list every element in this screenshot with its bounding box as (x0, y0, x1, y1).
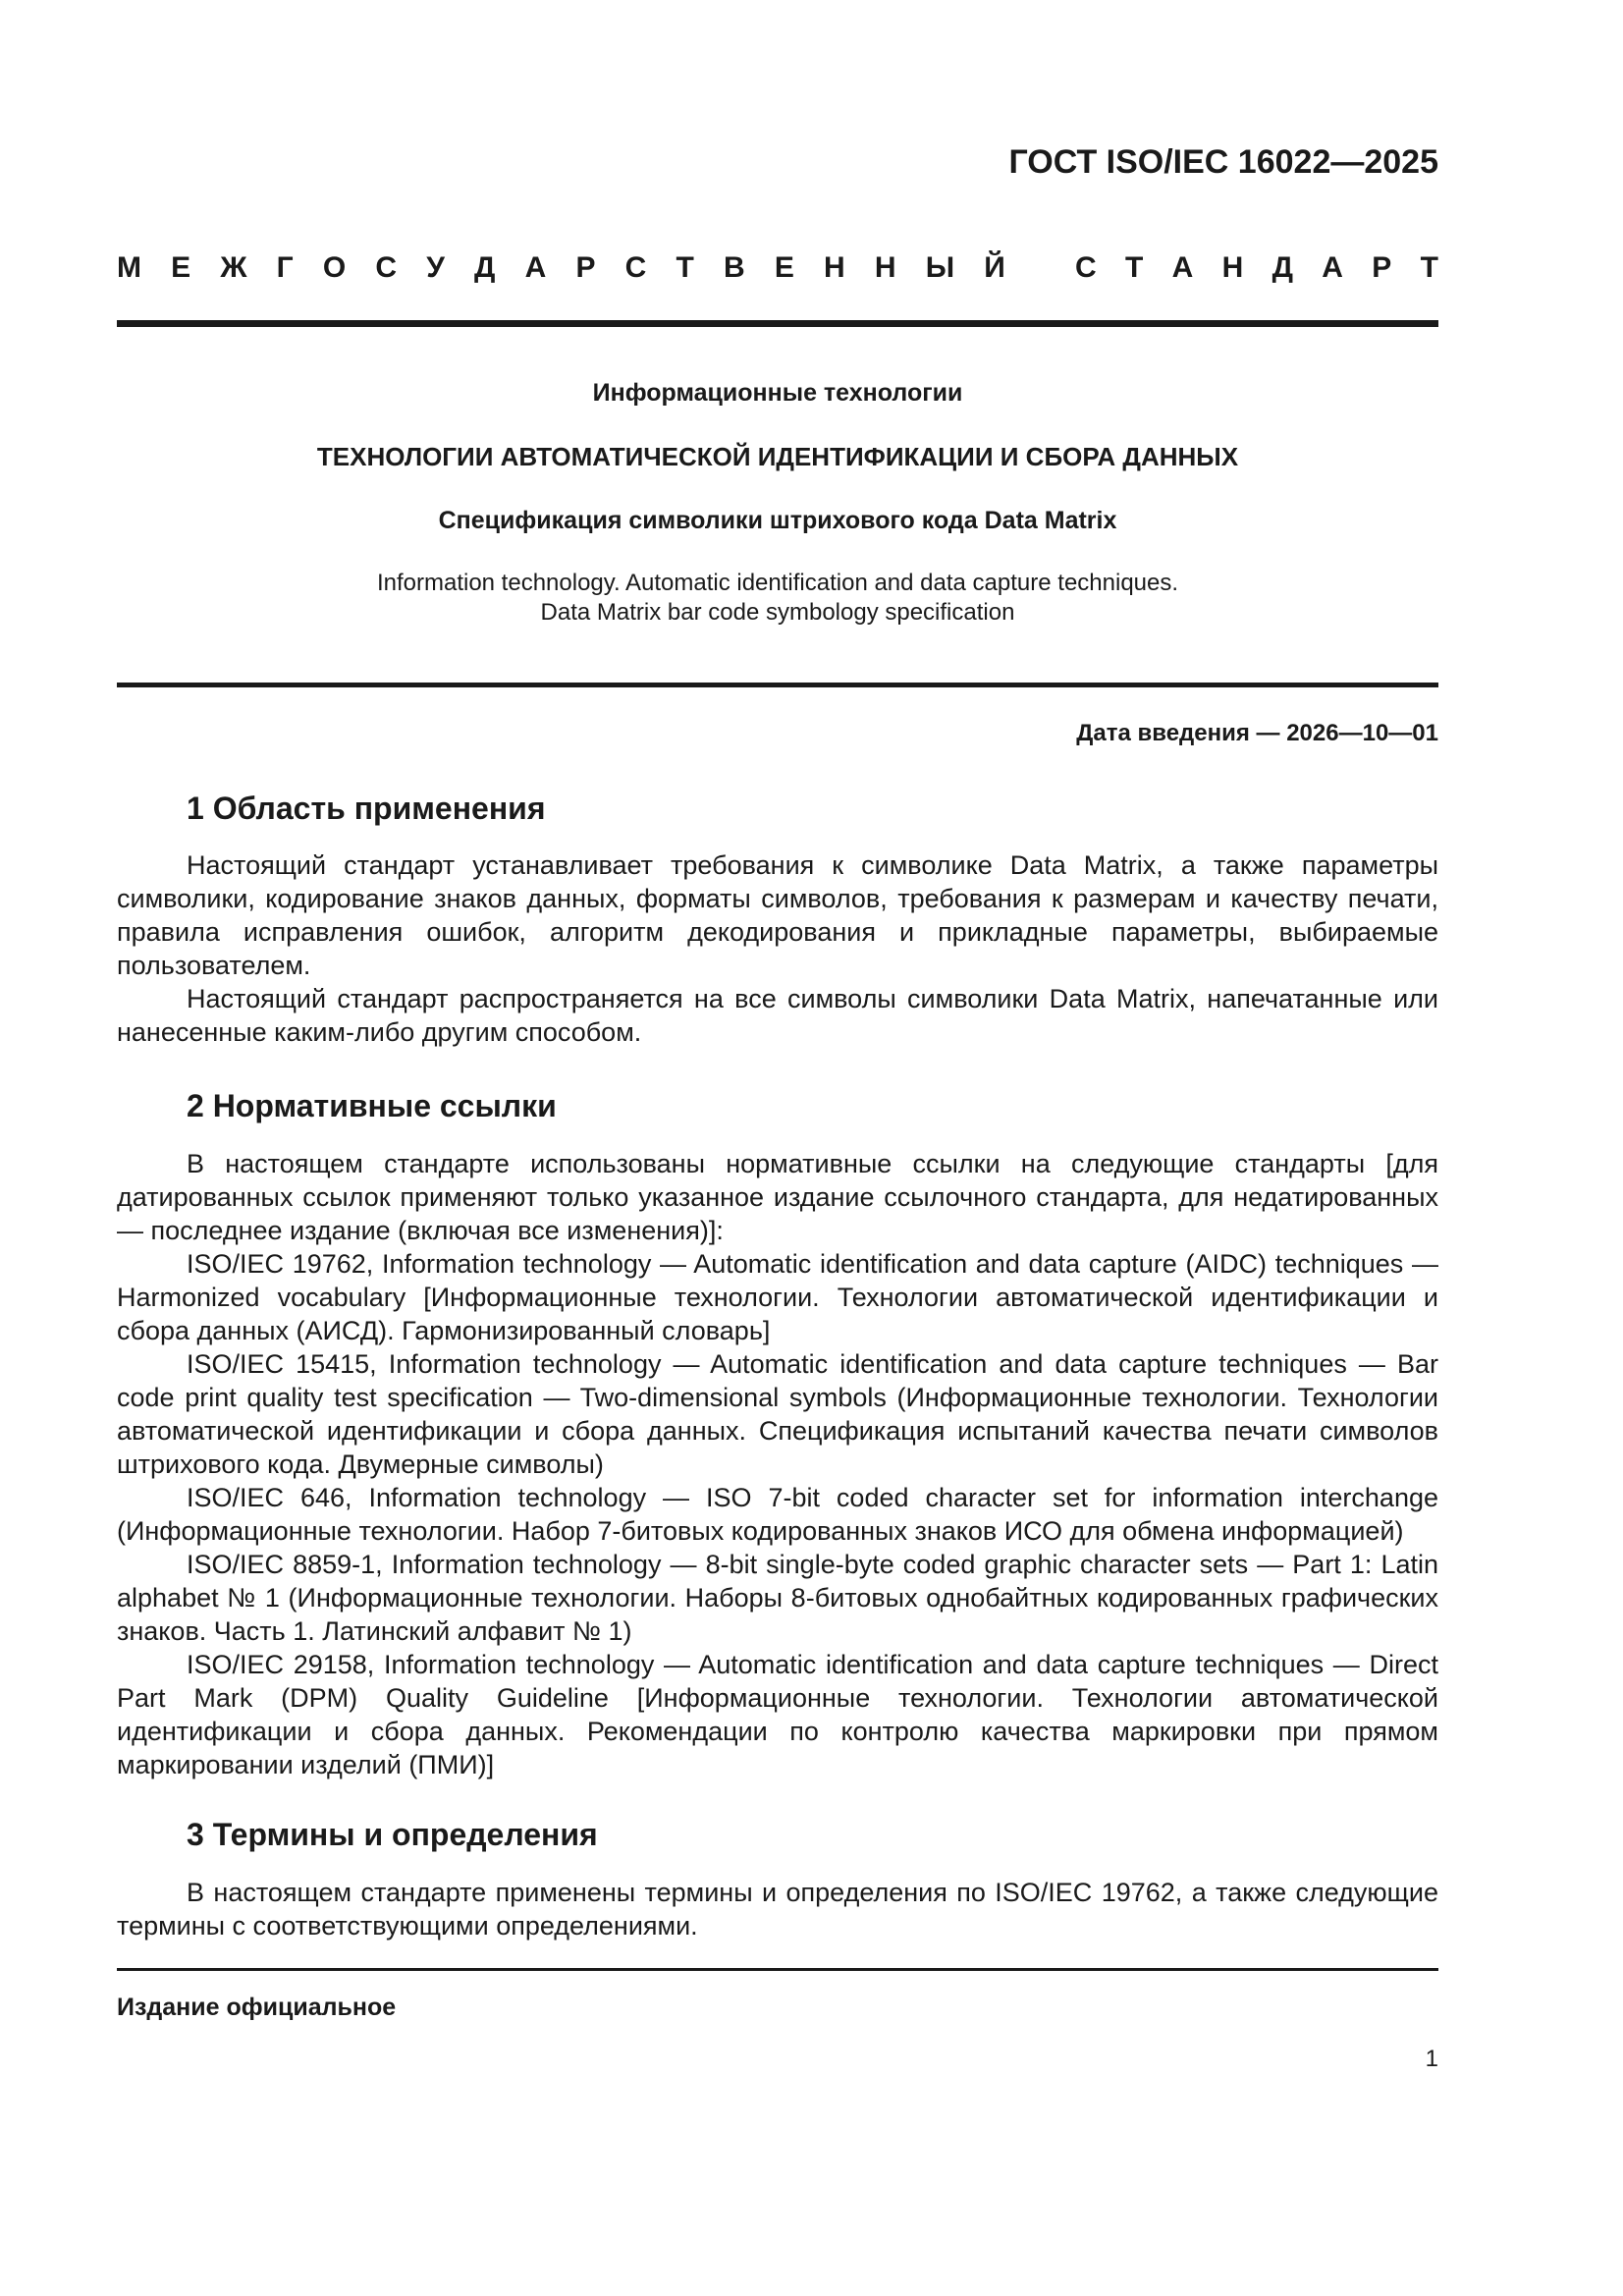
interstate-standard-heading (117, 251, 1438, 285)
section-1-paragraph-2: Настоящий стандарт распространяется на все символы символики Data Matrix, напечатанные или нанесенные каким-либо другим способом. (117, 984, 1438, 1047)
subtitle: Спецификация символики штрихового кода Data Matrix (438, 507, 1117, 534)
section-2-heading: 2 Нормативные ссылки (187, 1088, 557, 1123)
reference-iso-iec-29158: ISO/IEC 29158, Information technology — Automatic identification and data capture techniques — Direct Part Mark (DPM) Quality Guideline [Информационные технологии. Технологии автоматической идентификации и сбора данных. Рекомендации по контролю качества маркировки при прямом маркировании изделий (ПМИ)] (117, 1650, 1438, 1779)
introduction-date: Дата введения — 2026—10—01 (1076, 720, 1438, 746)
reference-iso-iec-15415: ISO/IEC 15415, Information technology — Automatic identification and data capture techniques — Bar code print quality test specification — Two-dimensional symbols (Информационные технологии. Технологии автоматической идентификации и сбора данных. Спецификация испытаний качества печати символов штрихового кода. Двумерные символы) (117, 1349, 1438, 1479)
reference-iso-iec-8859-1: ISO/IEC 8859-1, Information technology — 8-bit single-byte coded graphic character sets — Part 1: Latin alphabet № 1 (Информационные технологии. Наборы 8-битовых однобайтных кодированных графических знаков. Часть 1. Латинский алфавит № 1) (117, 1550, 1438, 1646)
reference-iso-iec-646: ISO/IEC 646, Information technology — ISO 7-bit coded character set for information interchange (Информационные технологии. Набор 7-битовых кодированных знаков ИСО для обмена информацией) (117, 1483, 1438, 1546)
footer-rule (117, 1968, 1438, 1971)
title-rule (117, 683, 1438, 687)
standard-word: С Т А Н Д А Р Т (1075, 251, 1438, 284)
english-title-line-1: Information technology. Automatic identification and data capture techniques. (376, 570, 1179, 596)
official-edition-label: Издание официальное (117, 1994, 397, 2021)
section-1-heading: 1 Область применения (187, 791, 546, 826)
section-3-heading: 3 Термины и определения (187, 1817, 598, 1852)
main-title: ТЕХНОЛОГИИ АВТОМАТИЧЕСКОЙ ИДЕНТИФИКАЦИИ И СБОРА ДАННЫХ (316, 442, 1239, 471)
english-title-line-2: Data Matrix bar code symbology specification (540, 599, 1015, 626)
standard-number: ГОСТ ISO/IEC 16022—2025 (1008, 143, 1438, 181)
field-title: Информационные технологии (592, 379, 963, 407)
header-rule (117, 320, 1438, 327)
section-3-paragraph-1: В настоящем стандарте применены термины и определения по ISO/IEC 19762, а также следующие термины с соответствующими определениями. (117, 1878, 1438, 1941)
section-1-paragraph-1: Настоящий стандарт устанавливает требования к символике Data Matrix, а также параметры символики, кодирование знаков данных, форматы символов, требования к размерам и качеству печати, правила исправления ошибок, алгоритм декодирования и прикладные параметры, выбираемые пользователем. (117, 850, 1438, 980)
page-number: 1 (1425, 2046, 1438, 2072)
section-2-paragraph-1: В настоящем стандарте использованы нормативные ссылки на следующие стандарты [для датированных ссылок применяют только указанное издание ссылочного стандарта, для недатированных — последнее издание (включая все изменения)]: (117, 1149, 1438, 1245)
interstate-word: М Е Ж Г О С У Д А Р С Т В Е Н Н Ы Й (117, 251, 1005, 284)
reference-iso-iec-19762: ISO/IEC 19762, Information technology — Automatic identification and data capture (AIDC) techniques — Harmonized vocabulary [Информационные технологии. Технологии автоматической идентификации и сбора данных (АИСД). Гармонизированный словарь] (117, 1249, 1438, 1345)
